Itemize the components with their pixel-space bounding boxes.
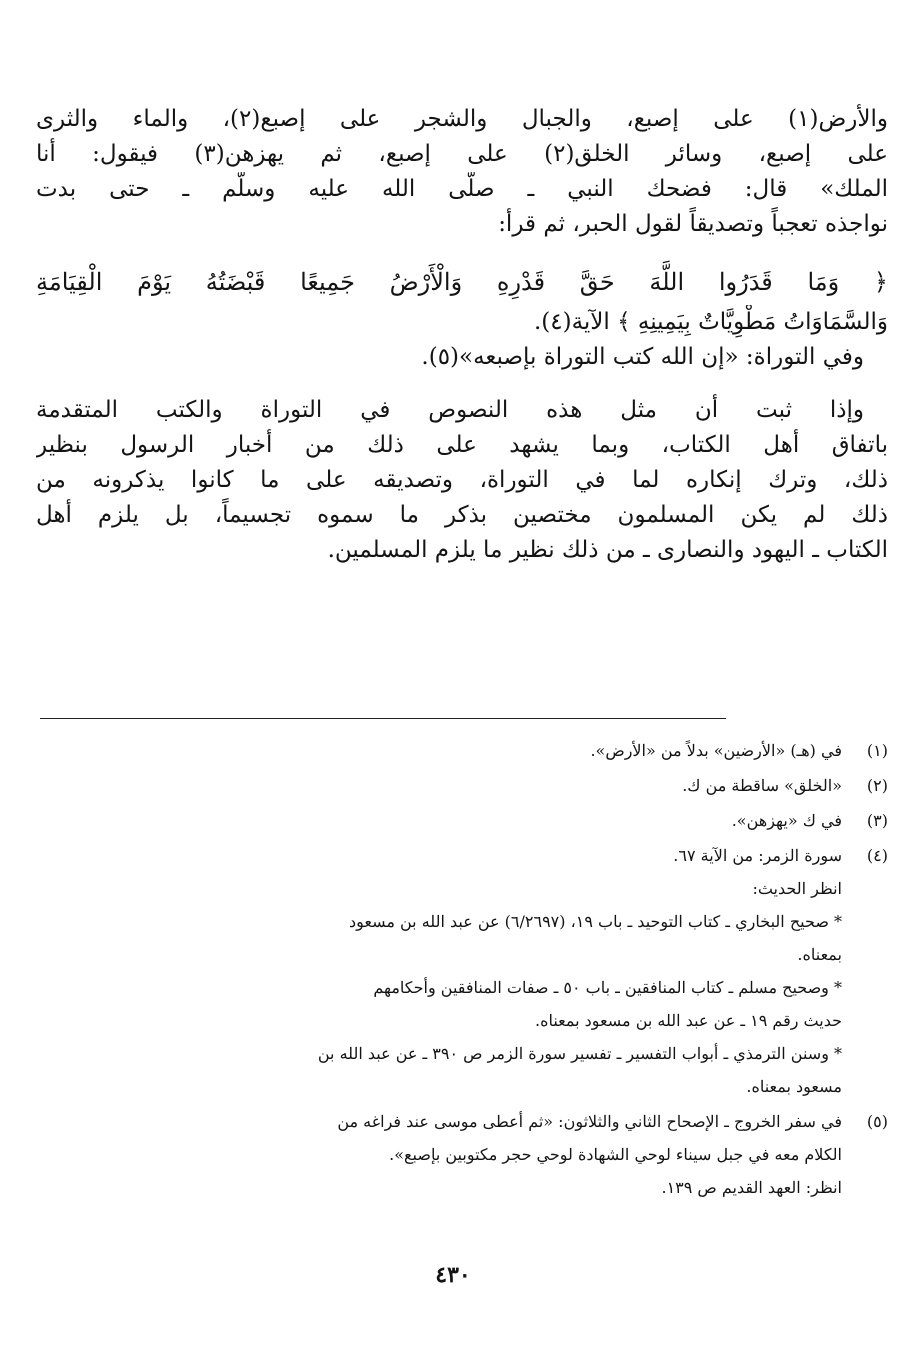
footnote-line: في سفر الخروج ـ الإصحاح الثاني والثلاثون: «ثم أعطى موسى عند فراغه من [337, 1112, 842, 1131]
footnote-separator [40, 718, 726, 719]
text-line: باتفاق أهل الكتاب، وبما يشهد على ذلك من أخبار الرسول بنظير [36, 432, 888, 458]
text-line: وفي التوراة: «إن الله كتب التوراة بإصبعه»(٥). [421, 344, 864, 370]
footnote-line: «الخلق» ساقطة من ك. [682, 776, 842, 795]
quran-verse-line: وَالسَّمَاوَاتُ مَطْوِيَّاتٌ بِيَمِينِهِ ﴾ الآية(٤). [533, 309, 888, 335]
bleed-through-line [36, 375, 888, 393]
footnote-line: حديث رقم ١٩ ـ عن عبد الله بن مسعود بمعناه. [534, 1011, 842, 1030]
text-line: الكتاب ـ اليهود والنصارى ـ من ذلك نظير ما يلزم المسلمين. [327, 537, 888, 563]
footnote-number: (٥) [866, 1112, 888, 1131]
text-line: الملك» قال: فضحك النبي ـ صلَّى الله عليه وسلَّم ـ حتى بدت [36, 176, 888, 202]
footnote-line: انظر: العهد القديم ص ١٣٩. [661, 1178, 842, 1197]
text-line: على إصبع، وسائر الخلق(٢) على إصبع، ثم يهزهن(٣) فيقول: أنا [36, 141, 888, 167]
text-line: نواجذه تعجباً وتصديقاً لقول الحبر، ثم قرأ: [498, 211, 888, 237]
footnote-number: (١) [866, 741, 888, 760]
footnote-line: مسعود بمعناه. [746, 1077, 842, 1096]
footnote [36, 769, 888, 802]
footnote-line: * وصحيح مسلم ـ كتاب المنافقين ـ باب ٥٠ ـ صفات المنافقين وأحكامهم [373, 978, 842, 997]
footnote-line: انظر الحديث: [752, 879, 842, 898]
bleed-through-line [36, 242, 888, 260]
footnote-number: (٣) [866, 811, 888, 830]
footnote-line: الكلام معه في جبل سيناء لوحي الشهادة لوحي حجر مكتوبين بإصبع». [389, 1145, 842, 1164]
footnote [36, 804, 888, 837]
text-line: وإذا ثبت أن مثل هذه النصوص في التوراة والكتب المتقدمة [36, 397, 864, 423]
footnotes [36, 734, 888, 1206]
footnote-number: (٢) [866, 776, 888, 795]
footnote-line: في ك «يهزهن». [731, 811, 842, 830]
text-line: والأرض(١) على إصبع، والجبال والشجر على إصبع(٢)، والماء والثرى [36, 106, 888, 132]
text-line: ذلك، وترك إنكاره لما في التوراة، وتصديقه على ما كانوا يذكرونه من [36, 467, 888, 493]
footnote-line: في (هـ) «الأرضين» بدلاً من «الأرض». [590, 741, 842, 760]
page-number: ٤٣٠ [435, 1262, 471, 1288]
footnote [36, 1105, 888, 1204]
footnote-line: * صحيح البخاري ـ كتاب التوحيد ـ باب ١٩، (٦/٢٦٩٧) عن عبد الله بن مسعود [348, 912, 842, 931]
footnote-line: بمعناه. [797, 945, 842, 964]
main-text-block [36, 102, 888, 568]
footnote-line: سورة الزمر: من الآية ٦٧. [673, 846, 842, 865]
footnote [36, 839, 888, 1103]
quran-verse-line: ﴿ وَمَا قَدَرُوا اللَّهَ حَقَّ قَدْرِهِ وَالْأَرْضُ جَمِيعًا قَبْضَتُهُ يَوْمَ الْقِيَامَةِ [36, 268, 888, 296]
footnote-number: (٤) [866, 846, 888, 865]
footnote [36, 734, 888, 767]
text-line: ذلك لم يكن المسلمون مختصين بذكر ما سموه تجسيماً، بل يلزم أهل [36, 502, 888, 528]
footnote-line: * وسنن الترمذي ـ أبواب التفسير ـ تفسير سورة الزمر ص ٣٩٠ ـ عن عبد الله بن [317, 1044, 842, 1063]
